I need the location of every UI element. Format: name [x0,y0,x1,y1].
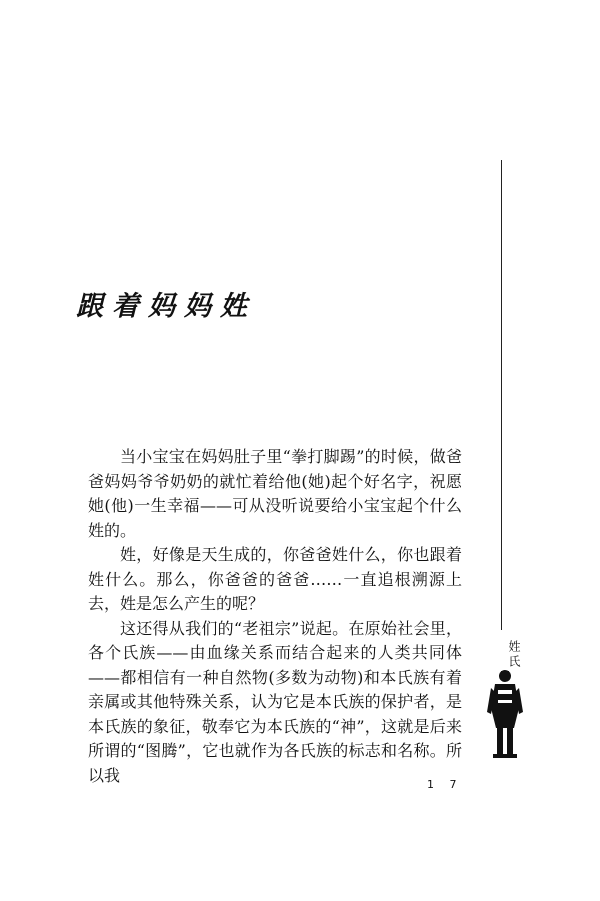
paragraph: 这还得从我们的“老祖宗”说起。在原始社会里，各个氏族——由血缘关系而结合起来的人类共同体——都相信有一种自然物(多数为动物)和本氏族有着亲属或其他特殊关系，认为它是本氏族的保护者，是本氏族的象征，敬奉它为本氏族的“神”，这就是后来所谓的“图腾”，它也就作为各氏族的标志和名称。所以我 [88,618,462,785]
margin-rule [501,160,502,630]
paragraph: 当小宝宝在妈妈肚子里“拳打脚踢”的时候，做爸爸妈妈爷爷奶奶的就忙着给他(她)起个好名字，祝愿她(他)一生幸福——可从没听说要给小宝宝起个什么姓的。 [88,447,462,540]
chapter-title: 跟着妈妈姓 [76,291,256,322]
paragraph: 姓，好像是天生成的，你爸爸姓什么，你也跟着姓什么。那么，你爸爸的爸爸……一直追根溯源上去，姓是怎么产生的呢？ [88,545,462,613]
warrior-figure-icon [487,668,523,764]
page-number: 1 7 [427,778,463,791]
section-side-label: 姓氏 [507,640,521,670]
body-text [88,445,462,788]
